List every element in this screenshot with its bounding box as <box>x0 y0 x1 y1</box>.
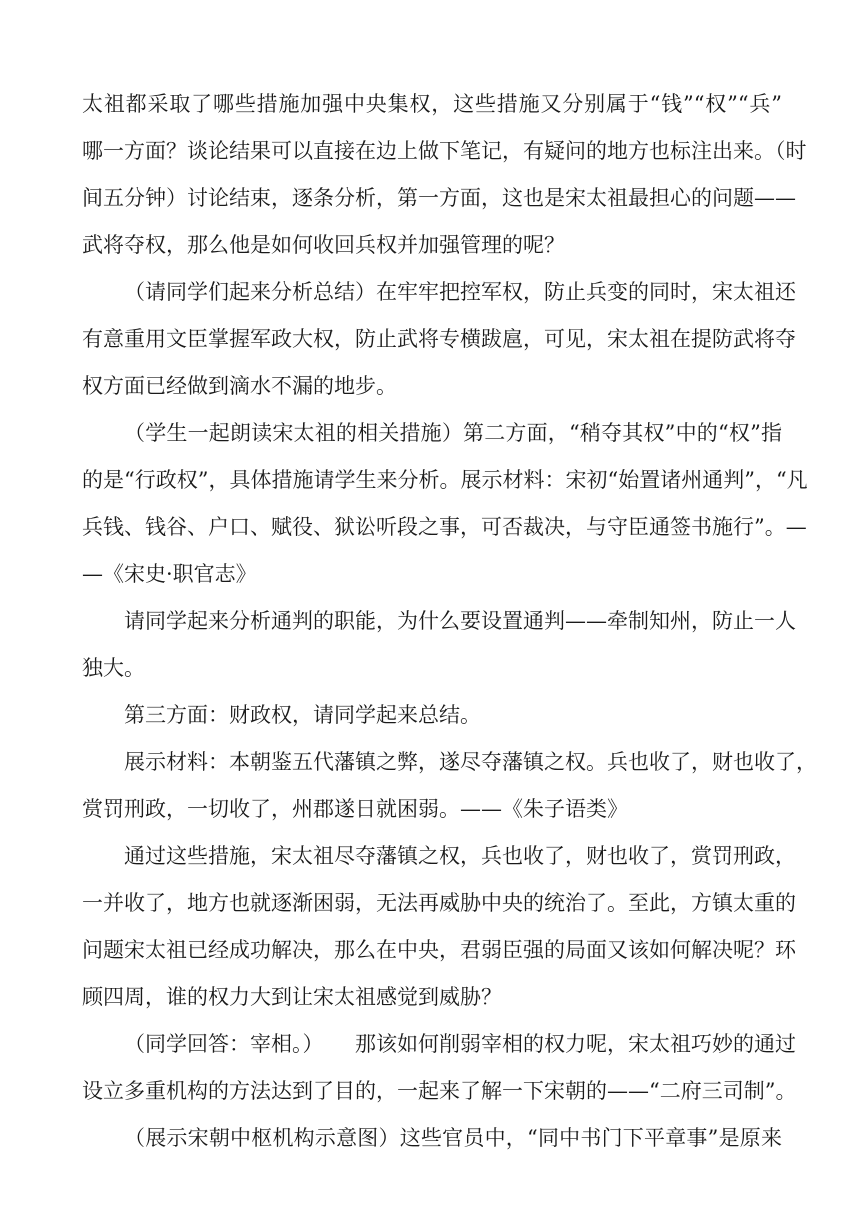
text-line: 权方面已经做到滴水不漏的地步。 <box>82 374 397 398</box>
text-line: 间五分钟）讨论结束，逐条分析，第一方面，这也是宋太祖最担心的问题—— <box>82 186 796 210</box>
text-line: （同学回答：宰相。） 那该如何削弱宰相的权力呢，宋太祖巧妙的通过 <box>124 1032 796 1056</box>
text-line: 顾四周，谁的权力大到让宋太祖感觉到威胁？ <box>82 985 502 1009</box>
text-line: 哪一方面？谈论结果可以直接在边上做下笔记，有疑问的地方也标注出来。（时 <box>82 139 807 163</box>
text-line: （请同学们起来分析总结）在牢牢把控军权，防止兵变的同时，宋太祖还 <box>124 280 796 304</box>
text-line: 太祖都采取了哪些措施加强中央集权，这些措施又分别属于“钱”“权”“兵” <box>82 92 782 116</box>
text-line: 请同学起来分析通判的职能，为什么要设置通判——牵制知州，防止一人 <box>124 609 796 633</box>
text-line: 独大。 <box>82 656 145 680</box>
text-line: （学生一起朗读宋太祖的相关措施）第二方面，“稍夺其权”中的“权”指 <box>124 421 782 445</box>
text-line: 武将夺权，那么他是如何收回兵权并加强管理的呢？ <box>82 233 565 257</box>
text-line: 有意重用文臣掌握军政大权，防止武将专横跋扈，可见，宋太祖在提防武将夺 <box>82 327 796 351</box>
text-line: —《宋史·职官志》 <box>82 562 257 586</box>
text-line: 问题宋太祖已经成功解决，那么在中央，君弱臣强的局面又该如何解决呢？环 <box>82 938 796 962</box>
text-line: （展示宋朝中枢机构示意图）这些官员中，“同中书门下平章事”是原来 <box>124 1126 782 1150</box>
text-line: 的是“行政权”，具体措施请学生来分析。展示材料：宋初“始置诸州通判”，“凡 <box>82 468 808 492</box>
text-line: 一并收了，地方也就逐渐困弱，无法再威胁中央的统治了。至此，方镇太重的 <box>82 891 796 915</box>
text-line: 设立多重机构的方法达到了目的，一起来了解一下宋朝的——“二府三司制”。 <box>82 1079 797 1103</box>
text-line: 第三方面：财政权，请同学起来总结。 <box>124 703 481 727</box>
text-line: 赏罚刑政，一切收了，州郡遂日就困弱。——《朱子语类》 <box>82 797 628 821</box>
text-line: 兵钱、钱谷、户口、赋役、狱讼听段之事，可否裁决，与守臣通签书施行”。— <box>82 515 807 539</box>
text-line: 通过这些措施，宋太祖尽夺藩镇之权，兵也收了，财也收了，赏罚刑政， <box>124 844 796 868</box>
text-line: 展示材料：本朝鉴五代藩镇之弊，遂尽夺藩镇之权。兵也收了，财也收了， <box>124 750 817 774</box>
